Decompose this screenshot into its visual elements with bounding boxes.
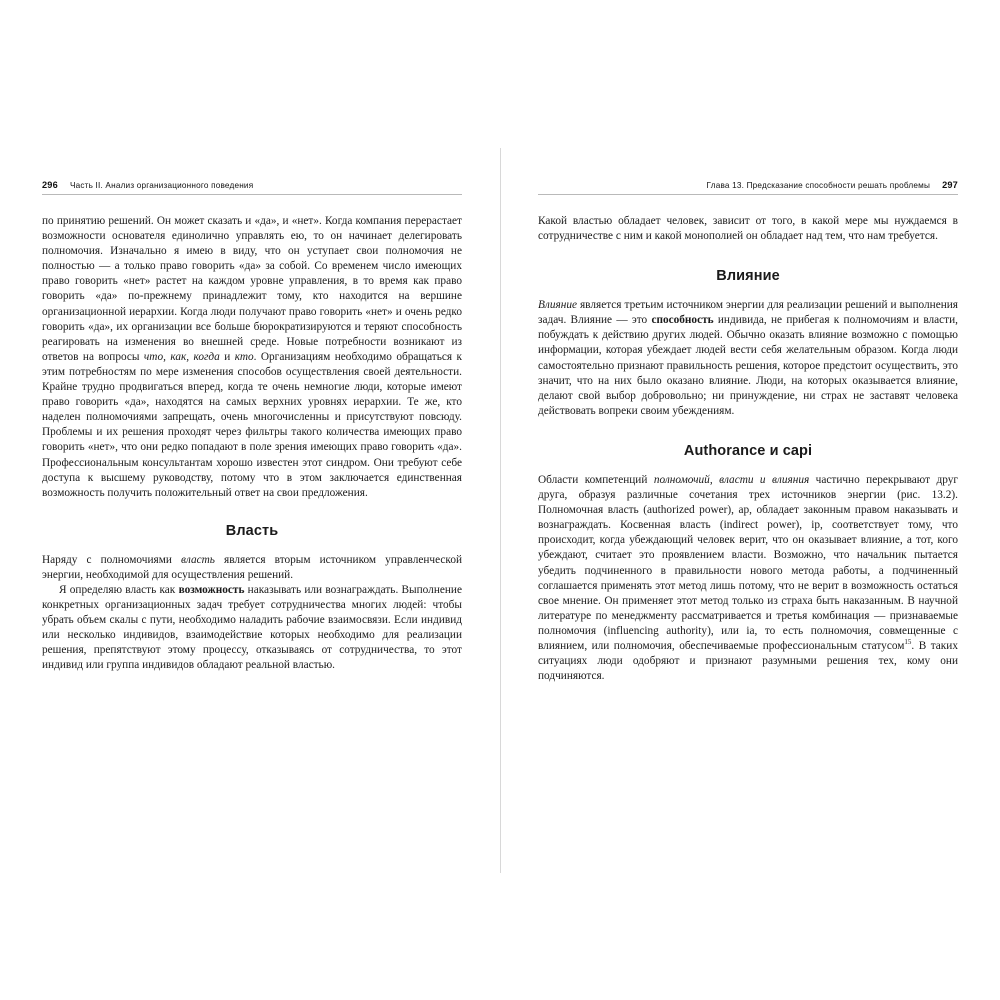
paragraph: Какой властью обладает человек, зависит от того, в какой мере мы нуждаемся в сотрудничестве с ним и какой монополией он обладает над тем, что нам требуется. [538,215,958,243]
running-head-right [538,180,958,195]
running-title-right: Глава 13. Предсказание способности решать проблемы [706,181,931,190]
body-text-left [42,214,462,674]
running-head-left [42,180,462,195]
spread-gutter-divider [500,148,501,873]
paragraph: Наряду с полномочиями власть является вторым источником управленческой энергии, необходимой для осуществления решений. [42,553,463,581]
section-heading-influence: Влияние [716,268,780,285]
running-title-left: Часть II. Анализ организационного поведения [69,181,254,190]
page-number-left: 296 [42,180,58,190]
paragraph: Влияние является третьим источником энергии для реализации решений и выполнения задач. Влияние — это способность индивида, не прибегая к полномочиям и власти, побуждать к действию других людей. Обычно оказать влияние возможно с помощью информации, которая убеждает людей вести себя желательным образом. Когда люди самостоятельно признают правильность решения, которое предстоит осуществить, это значит, что на них было оказано влияние. Люди, на которых оказывается влияние, делают свой выбор добровольно; ни принуждение, ни страх не заставят человека действовать вопреки своим убеждениям. [538,299,958,417]
paragraph: Области компетенций полномочий, власти и влияния частично перекрывают друг друга, образуя различные сочетания трех источников энергии (рис. 13.2). Полномочная власть (authorized power), ар, обладает законным правом наказывать и вознаграждать. Косвенная власть (indirect power), ip, соответствует тому, что происходит, когда убеждающий человек верит, что он оказывает влияние, а тот, кого убеждают, считает это проявлением власти. Возможно, что начальник пытается убедить подчиненного в правильности нового метода работы, а подчиненный соглашается применять этот метод лишь потому, что не верит в возможность остаться свое мнение. Он применяет этот метод только из страха быть наказанным. В научной литературе по менеджменту рассматривается и третья комбинация — признаваемые полномочия (influencing authority), или ia, то есть полномочия, совмещенные с влиянием, или полномочия, обеспечиваемые профессиональным статусом$^{15}$. В таких ситуациях люди одобряют и признают разумными решения тех, кому они подчиняются. [538,473,958,683]
body-text-right [538,214,958,684]
page-right [538,180,958,684]
page-number-right: 297 [942,180,958,190]
page-left [42,180,462,674]
paragraph: Я определяю власть как возможность наказывать или вознаграждать. Выполнение конкретных организационных задач требует сотрудничества многих людей: чтобы убрать объем скалы с пути, необходимо наладить рабочие взаимосвязи. Если индивид или несколько индивидов, взаимодействие которых необходимо для реализации решения, препятствуют этому процессу, отказываясь от сотрудничества, то этот индивид или группа индивидов обладают реальной властью. [42,583,462,672]
section-heading-authorance-capi: Authorance и capi [683,442,813,459]
paragraph: по принятию решений. Он может сказать и «да», и «нет». Когда компания перерастает возможности основателя единолично управлять ею, то он начинает делегировать полномочия. Изначально я имею в виду, что он уступает свои полномочия не полностью — а только право говорить «да» за собой. Со временем число имеющих право говорить «нет» растет на каждом уровне управления, в то время как право говорить «да» по-прежнему принадлежит тому, кто находится на вершине организационной иерархии. Когда люди получают право говорить «нет» и очень редко говорить «да», их организации все больше бюрократизируются и теряют способность реагировать на изменения во внешней среде. Новые потребности возникают из ответов на вопросы что, как, когда и кто. Организациям необходимо обращаться к этим потребностям по мере изменения способов осуществления своей деятельности. Крайне трудно продвигаться вперед, когда те очень немногие люди, которые имеют право говорить «да», находятся на самых верхних уровнях иерархии. Те же, кто наделен полномочиями запрещать, очень многочисленны и присутствуют повсюду. Проблемы и их решения проходят через фильтры такого количества имеющих право говорить «нет», что они редко попадают в поле зрения имеющих право говорить «да». Профессиональным консультантам хорошо известен этот синдром. Они требуют себе доступа к высшему руководству, потому что в этом заключается единственная возможность получить положительный ответ на свои предложения. [42,215,462,499]
section-heading-power: Власть [225,522,279,539]
